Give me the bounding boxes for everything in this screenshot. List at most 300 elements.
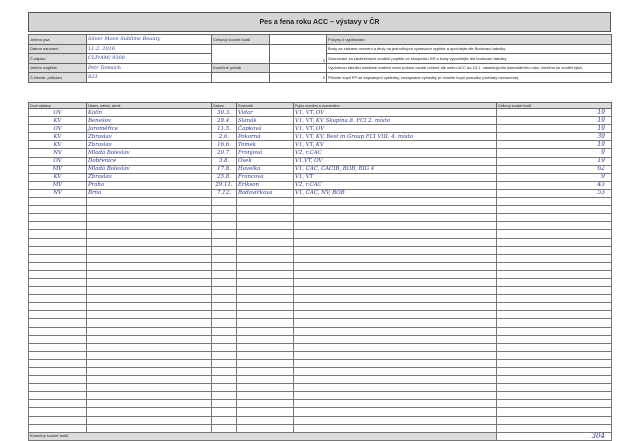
cell-type	[29, 303, 87, 311]
cell-judge	[237, 416, 294, 424]
cell-date	[212, 335, 237, 343]
cell-pts	[497, 295, 612, 303]
cell-place	[87, 368, 212, 376]
table-row	[29, 141, 612, 149]
cell-place	[87, 376, 212, 384]
cell-type	[29, 343, 87, 351]
cell-date	[212, 270, 237, 278]
cell-date	[212, 206, 237, 214]
table-row	[29, 384, 612, 392]
table-row	[29, 109, 612, 117]
cell-place	[87, 270, 212, 278]
instructions-label: Pokyny k vyplňování:	[327, 35, 612, 45]
cell-place: Praha	[87, 181, 212, 189]
table-row	[29, 408, 612, 416]
cell-judge	[237, 351, 294, 359]
cell-judge: Slanák	[237, 117, 294, 125]
table-row	[29, 206, 612, 214]
cell-date: 30.3.	[212, 109, 237, 117]
cell-pts	[497, 368, 612, 376]
cell-date	[212, 359, 237, 367]
instruction-line-4: Přiložte kopii PP se zapsanými výsledky, nezapsané výsledky je doložte kopií posudku (doklady nevracíme).	[327, 73, 612, 83]
cell-judge	[237, 319, 294, 327]
instruction-line-1: Body za získané ocenění a tituly na jednotlivých výstavách vyplňte a spočítejte dle Bodovací tabulky.	[327, 44, 612, 54]
final-rank-label: Konečné pořadí	[212, 63, 270, 73]
cell-type: OV	[29, 125, 87, 133]
cell-judge: Rodovičková	[237, 189, 294, 197]
cell-type	[29, 311, 87, 319]
cell-judge: Tomek	[237, 141, 294, 149]
col-description: Popis ocenění a oceneného	[294, 103, 497, 109]
cell-pts: 19	[497, 109, 612, 117]
cell-date	[212, 327, 237, 335]
cell-place	[87, 222, 212, 230]
cell-judge	[237, 392, 294, 400]
cell-judge	[237, 384, 294, 392]
cell-date	[212, 303, 237, 311]
cell-judge	[237, 295, 294, 303]
owner-value: Petr Tomsich	[87, 63, 212, 73]
col-judge: Rozhodčí	[237, 103, 294, 109]
grand-total-label: Konečný součet bodů	[29, 432, 497, 440]
cell-place: Benešov	[87, 117, 212, 125]
cell-pts	[497, 311, 612, 319]
total-points-label: Celkový součet bodů	[212, 35, 270, 45]
cell-type: KV	[29, 173, 87, 181]
cell-desc	[294, 238, 497, 246]
stud-number-value: CLP/AM/ 9308	[87, 54, 212, 64]
final-rank-value: 0	[270, 73, 327, 83]
cell-desc	[294, 408, 497, 416]
cell-judge: Osek	[237, 157, 294, 165]
cell-judge	[237, 198, 294, 206]
cell-desc	[294, 384, 497, 392]
cell-place: Dobřenice	[87, 157, 212, 165]
cell-type	[29, 278, 87, 286]
cell-pts: 39	[497, 133, 612, 141]
table-row	[29, 117, 612, 125]
cell-date	[212, 222, 237, 230]
cell-pts	[497, 198, 612, 206]
cell-judge	[237, 343, 294, 351]
cell-place	[87, 400, 212, 408]
cell-judge	[237, 262, 294, 270]
results-table	[28, 102, 612, 441]
cell-date	[212, 278, 237, 286]
cell-date	[212, 262, 237, 270]
cell-type: MV	[29, 181, 87, 189]
cell-judge	[237, 287, 294, 295]
grand-total-value: 304	[497, 432, 612, 440]
cell-desc: V1, VT, KV Skupina 8. FCI 2. místo	[294, 117, 497, 125]
cell-type: OV	[29, 109, 87, 117]
cell-place	[87, 214, 212, 222]
table-row	[29, 198, 612, 206]
cell-date: 20.7.	[212, 149, 237, 157]
cell-place	[87, 351, 212, 359]
cell-pts	[497, 287, 612, 295]
cell-place	[87, 246, 212, 254]
cell-desc	[294, 214, 497, 222]
table-row	[29, 295, 612, 303]
cell-judge	[237, 368, 294, 376]
cell-type	[29, 238, 87, 246]
cell-type: NV	[29, 189, 87, 197]
cell-pts: 9	[497, 173, 612, 181]
table-row	[29, 368, 612, 376]
table-row	[29, 165, 612, 173]
table-row	[29, 125, 612, 133]
cell-desc	[294, 376, 497, 384]
cell-date	[212, 424, 237, 432]
cell-judge	[237, 408, 294, 416]
cell-date	[212, 416, 237, 424]
cell-type	[29, 319, 87, 327]
table-row	[29, 343, 612, 351]
cell-pts	[497, 327, 612, 335]
cell-type	[29, 295, 87, 303]
cell-pts	[497, 416, 612, 424]
cell-pts	[497, 400, 612, 408]
cell-place: Zbraslav	[87, 133, 212, 141]
table-row	[29, 287, 612, 295]
cell-desc: V2, r.CAC	[294, 149, 497, 157]
cell-desc	[294, 206, 497, 214]
cell-type	[29, 368, 87, 376]
cell-type	[29, 246, 87, 254]
table-row	[29, 254, 612, 262]
cell-pts	[497, 376, 612, 384]
cell-date: 3.8.	[212, 157, 237, 165]
cell-place	[87, 319, 212, 327]
cell-desc	[294, 424, 497, 432]
grand-total-row	[29, 432, 612, 440]
cell-pts: 53	[497, 189, 612, 197]
cell-pts	[497, 278, 612, 286]
cell-judge: Pokorná	[237, 133, 294, 141]
cell-date	[212, 400, 237, 408]
cell-pts	[497, 222, 612, 230]
cell-date	[212, 392, 237, 400]
col-date: Datum	[212, 103, 237, 109]
cell-desc	[294, 359, 497, 367]
cell-pts	[497, 214, 612, 222]
table-row	[29, 400, 612, 408]
cell-judge	[237, 206, 294, 214]
cell-type	[29, 376, 87, 384]
cell-place	[87, 206, 212, 214]
cell-pts: 9	[497, 149, 612, 157]
cell-judge	[237, 222, 294, 230]
table-row	[29, 238, 612, 246]
cell-pts	[497, 319, 612, 327]
table-row	[29, 149, 612, 157]
cell-date	[212, 238, 237, 246]
cell-date	[212, 384, 237, 392]
cell-place	[87, 335, 212, 343]
instruction-line-3: Vyplněnou tabulku odešlete mailem nebo poštou osobě určené dle webu ACC do 15.1. následujícího kalendářního roku, kterého se soutěž týká.	[327, 63, 612, 73]
instruction-line-2: Ocenování za závěrečných soutěží popište ve sloupečku KR a body vypočítejte dle bodovací tabulky.	[327, 54, 612, 64]
cell-place: Mladá Boleslav	[87, 149, 212, 157]
cell-judge	[237, 214, 294, 222]
membership-label: Č.člensk. průkazu	[29, 73, 87, 83]
table-row	[29, 157, 612, 165]
cell-judge: Havelka	[237, 165, 294, 173]
total-points-value: 0	[270, 44, 327, 63]
cell-pts	[497, 238, 612, 246]
col-points: Celkový součet bodů	[497, 103, 612, 109]
table-row	[29, 189, 612, 197]
cell-type: MV	[29, 165, 87, 173]
cell-place	[87, 359, 212, 367]
cell-desc: V2, r.CAC	[294, 181, 497, 189]
cell-type	[29, 335, 87, 343]
cell-place	[87, 416, 212, 424]
cell-date: 16.6.	[212, 141, 237, 149]
cell-desc	[294, 311, 497, 319]
cell-judge	[237, 230, 294, 238]
cell-place	[87, 327, 212, 335]
cell-date: 2.6.	[212, 133, 237, 141]
cell-date: 28.4.	[212, 117, 237, 125]
cell-type	[29, 270, 87, 278]
cell-type	[29, 262, 87, 270]
cell-judge	[237, 303, 294, 311]
cell-desc: V1, VT	[294, 173, 497, 181]
cell-type	[29, 206, 87, 214]
cell-pts: 19	[497, 117, 612, 125]
cell-judge	[237, 359, 294, 367]
table-row	[29, 327, 612, 335]
cell-date	[212, 351, 237, 359]
dog-name-value: Silver Moon Sublime Beauty	[87, 35, 212, 45]
table-row	[29, 278, 612, 286]
cell-judge	[237, 238, 294, 246]
membership-value: 823	[87, 73, 212, 83]
cell-type	[29, 408, 87, 416]
cell-desc	[294, 230, 497, 238]
cell-date: 29.11.	[212, 181, 237, 189]
cell-date	[212, 230, 237, 238]
cell-judge: Fronjová	[237, 149, 294, 157]
cell-date	[212, 246, 237, 254]
cell-pts	[497, 270, 612, 278]
table-row	[29, 214, 612, 222]
cell-date	[212, 295, 237, 303]
cell-desc	[294, 295, 497, 303]
cell-date	[212, 319, 237, 327]
cell-type	[29, 254, 87, 262]
cell-date	[212, 254, 237, 262]
cell-desc	[294, 416, 497, 424]
cell-desc: V1, VT, OV	[294, 109, 497, 117]
results-body	[29, 109, 612, 433]
table-row	[29, 424, 612, 432]
cell-place: Zbraslav	[87, 141, 212, 149]
cell-pts: 45	[497, 181, 612, 189]
dog-info-table	[28, 34, 612, 83]
cell-date: 25.8.	[212, 173, 237, 181]
cell-type	[29, 222, 87, 230]
cell-place	[87, 198, 212, 206]
cell-date	[212, 214, 237, 222]
table-row	[29, 351, 612, 359]
cell-pts	[497, 408, 612, 416]
cell-type	[29, 351, 87, 359]
cell-pts: 19	[497, 141, 612, 149]
table-row	[29, 246, 612, 254]
cell-pts	[497, 424, 612, 432]
owner-label: Jméno majitele	[29, 63, 87, 73]
cell-desc	[294, 335, 497, 343]
table-row	[29, 230, 612, 238]
cell-type	[29, 287, 87, 295]
cell-desc	[294, 303, 497, 311]
cell-place	[87, 392, 212, 400]
table-row	[29, 270, 612, 278]
cell-judge	[237, 335, 294, 343]
cell-pts	[497, 262, 612, 270]
cell-date: 7.12.	[212, 189, 237, 197]
cell-place	[87, 408, 212, 416]
cell-pts	[497, 230, 612, 238]
cell-desc: V1, VT, OV	[294, 125, 497, 133]
cell-date	[212, 376, 237, 384]
table-row	[29, 133, 612, 141]
table-row	[29, 262, 612, 270]
cell-judge	[237, 246, 294, 254]
cell-type	[29, 424, 87, 432]
cell-type	[29, 327, 87, 335]
cell-pts	[497, 206, 612, 214]
table-row	[29, 359, 612, 367]
cell-type	[29, 384, 87, 392]
cell-type	[29, 230, 87, 238]
cell-pts	[497, 335, 612, 343]
cell-type: OV	[29, 157, 87, 165]
table-row	[29, 222, 612, 230]
cell-pts	[497, 303, 612, 311]
cell-place	[87, 424, 212, 432]
cell-place	[87, 230, 212, 238]
cell-desc	[294, 319, 497, 327]
cell-place: Zbraslav	[87, 173, 212, 181]
dog-name-label: Jméno psa	[29, 35, 87, 45]
cell-judge: Vidar	[237, 109, 294, 117]
birth-date-label: Datum narození	[29, 44, 87, 54]
entry-form-sheet	[28, 12, 611, 441]
cell-pts	[497, 254, 612, 262]
cell-place	[87, 295, 212, 303]
cell-place	[87, 278, 212, 286]
cell-type	[29, 198, 87, 206]
cell-desc: V1,VT, OV	[294, 157, 497, 165]
form-title: Pes a fena roku ACC – výstavy v ČR	[28, 12, 611, 32]
cell-place	[87, 343, 212, 351]
cell-type	[29, 392, 87, 400]
cell-desc	[294, 392, 497, 400]
cell-desc: V1, VT, KV, Best in Group FCI VIII. 4. místo	[294, 133, 497, 141]
cell-judge	[237, 376, 294, 384]
cell-pts	[497, 351, 612, 359]
cell-judge: Erikson	[237, 181, 294, 189]
cell-desc	[294, 343, 497, 351]
table-row	[29, 181, 612, 189]
cell-type: KV	[29, 133, 87, 141]
cell-judge	[237, 254, 294, 262]
cell-desc	[294, 222, 497, 230]
cell-type	[29, 214, 87, 222]
cell-place	[87, 238, 212, 246]
cell-place: Kolín	[87, 109, 212, 117]
col-show-type: Druh výstavy	[29, 103, 87, 109]
table-row	[29, 303, 612, 311]
table-row	[29, 335, 612, 343]
cell-date	[212, 343, 237, 351]
cell-desc	[294, 368, 497, 376]
cell-desc: V1, CAC, NV, BOB	[294, 189, 497, 197]
cell-type: NV	[29, 149, 87, 157]
cell-place	[87, 262, 212, 270]
cell-pts	[497, 359, 612, 367]
cell-desc	[294, 198, 497, 206]
cell-judge: Francová	[237, 173, 294, 181]
cell-date	[212, 368, 237, 376]
cell-desc	[294, 278, 497, 286]
cell-date	[212, 408, 237, 416]
cell-date	[212, 198, 237, 206]
cell-pts: 19	[497, 125, 612, 133]
table-row	[29, 392, 612, 400]
cell-place	[87, 384, 212, 392]
table-row	[29, 319, 612, 327]
stud-number-label: Č.zápisu	[29, 54, 87, 64]
cell-desc	[294, 351, 497, 359]
cell-place	[87, 303, 212, 311]
cell-date: 17.8.	[212, 165, 237, 173]
cell-judge	[237, 400, 294, 408]
cell-place: Jaroměřice	[87, 125, 212, 133]
cell-judge	[237, 327, 294, 335]
cell-pts	[497, 392, 612, 400]
cell-pts: 19	[497, 157, 612, 165]
cell-desc	[294, 400, 497, 408]
cell-place: Mladá Boleslav	[87, 165, 212, 173]
table-row	[29, 416, 612, 424]
cell-pts	[497, 384, 612, 392]
cell-date	[212, 311, 237, 319]
cell-place: Brno	[87, 189, 212, 197]
table-row	[29, 376, 612, 384]
cell-desc: V1, CAC, CACIB, BOB, BIG 4	[294, 165, 497, 173]
cell-type: KV	[29, 117, 87, 125]
cell-judge: Čapková	[237, 125, 294, 133]
cell-place	[87, 311, 212, 319]
cell-desc	[294, 270, 497, 278]
cell-desc: V1, VT, KV	[294, 141, 497, 149]
cell-desc	[294, 287, 497, 295]
cell-place	[87, 287, 212, 295]
cell-judge	[237, 424, 294, 432]
cell-type: KV	[29, 141, 87, 149]
cell-judge	[237, 270, 294, 278]
cell-judge	[237, 278, 294, 286]
cell-place	[87, 254, 212, 262]
cell-pts	[497, 246, 612, 254]
col-show-name: Název, město, země	[87, 103, 212, 109]
cell-judge	[237, 311, 294, 319]
cell-desc	[294, 327, 497, 335]
